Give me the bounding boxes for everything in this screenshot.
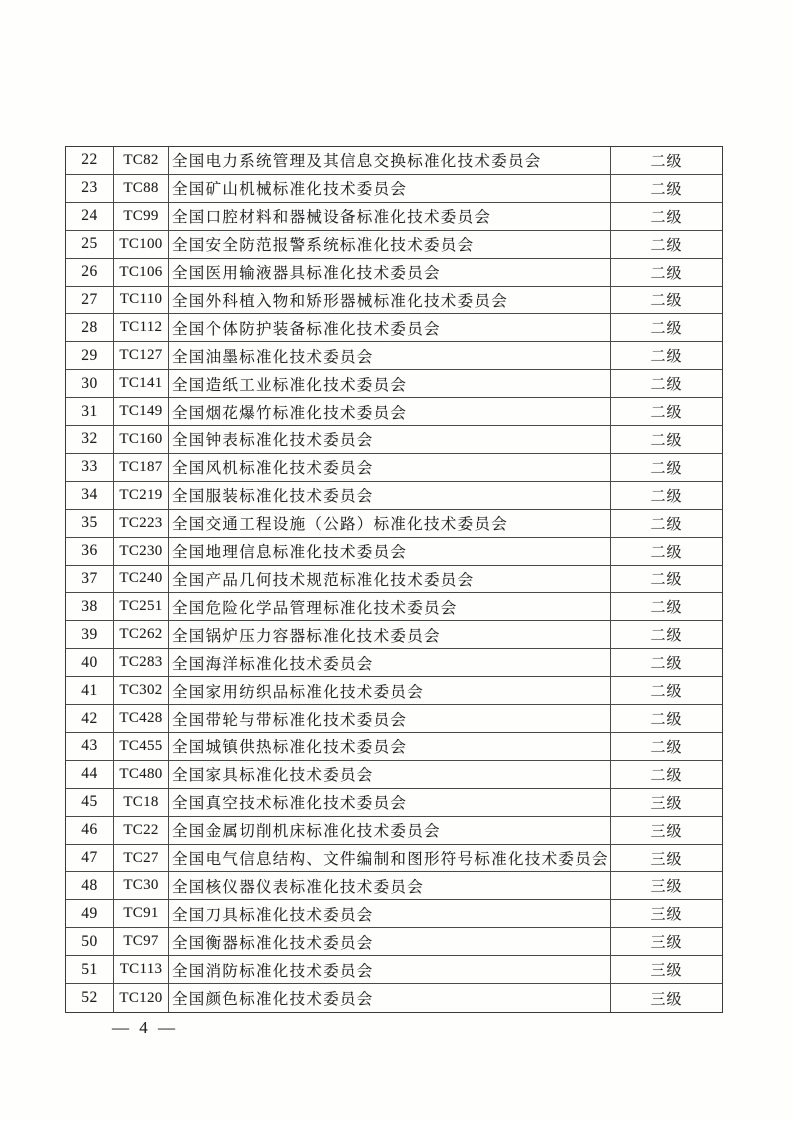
- tc-code-cell: TC106: [114, 259, 169, 287]
- level-cell: 二级: [611, 454, 722, 482]
- tc-code-cell: TC27: [114, 845, 169, 873]
- row-number-cell: 47: [66, 845, 114, 873]
- committee-name-cell: 全国烟花爆竹标准化技术委员会: [169, 398, 611, 426]
- row-number-cell: 32: [66, 426, 114, 454]
- committee-table: [65, 146, 723, 1013]
- level-cell: 二级: [611, 538, 722, 566]
- tc-code-cell: TC97: [114, 928, 169, 956]
- level-cell: 二级: [611, 593, 722, 621]
- row-number-cell: 40: [66, 649, 114, 677]
- row-number-cell: 31: [66, 398, 114, 426]
- row-number-cell: 23: [66, 175, 114, 203]
- level-cell: 二级: [611, 314, 722, 342]
- level-cell: 二级: [611, 566, 722, 594]
- tc-code-cell: TC230: [114, 538, 169, 566]
- level-cell: 二级: [611, 761, 722, 789]
- row-number-cell: 48: [66, 872, 114, 900]
- level-cell: 三级: [650, 991, 683, 1008]
- row-number-cell: 25: [66, 231, 114, 259]
- level-cell: 三级: [611, 817, 722, 845]
- tc-code-cell: TC88: [114, 175, 169, 203]
- committee-name-cell: 全国造纸工业标准化技术委员会: [169, 370, 611, 398]
- committee-name-cell: 全国矿山机械标准化技术委员会: [169, 175, 611, 203]
- row-number-cell: 22: [66, 147, 114, 175]
- committee-name-cell: 全国风机标准化技术委员会: [169, 454, 611, 482]
- level-cell: 二级: [611, 733, 722, 761]
- committee-name-cell: 全国服装标准化技术委员会: [169, 482, 611, 510]
- level-cell: 二级: [611, 621, 722, 649]
- row-number-cell: 33: [66, 454, 114, 482]
- row-number-cell: 44: [66, 761, 114, 789]
- row-number-cell: 35: [66, 510, 114, 538]
- row-number-cell: 37: [66, 566, 114, 594]
- tc-code-cell: TC262: [114, 621, 169, 649]
- row-number-cell: 43: [66, 733, 114, 761]
- level-cell: 二级: [611, 370, 722, 398]
- committee-name-cell: 全国安全防范报警系统标准化技术委员会: [169, 231, 611, 259]
- committee-name-cell: 全国家用纺织品标准化技术委员会: [169, 677, 611, 705]
- level-cell: 三级: [611, 789, 722, 817]
- tc-code-cell: TC283: [114, 649, 169, 677]
- committee-name-cell: 全国口腔材料和器械设备标准化技术委员会: [169, 203, 611, 231]
- row-number-cell: 26: [66, 259, 114, 287]
- tc-code-cell: TC110: [114, 287, 169, 315]
- level-cell: 二级: [611, 175, 722, 203]
- committee-name-cell: 全国产品几何技术规范标准化技术委员会: [169, 566, 611, 594]
- row-number-cell: 30: [66, 370, 114, 398]
- tc-code-cell: TC251: [114, 593, 169, 621]
- level-cell: 二级: [611, 231, 722, 259]
- committee-name-cell: 全国家具标准化技术委员会: [169, 761, 611, 789]
- page-number: — 4 —: [112, 1018, 178, 1037]
- tc-code-cell: TC82: [114, 147, 169, 175]
- row-number-cell: 38: [66, 593, 114, 621]
- row-number-cell: 39: [66, 621, 114, 649]
- committee-name-cell: 全国衡器标准化技术委员会: [169, 928, 611, 956]
- row-number-cell: 41: [66, 677, 114, 705]
- level-cell: 二级: [611, 426, 722, 454]
- committee-name-cell: 全国地理信息标准化技术委员会: [169, 538, 611, 566]
- level-cell: 三级: [611, 845, 722, 873]
- level-cell: 二级: [611, 203, 722, 231]
- level-cell: 二级: [611, 705, 722, 733]
- committee-name-cell: 全国油墨标准化技术委员会: [169, 342, 611, 370]
- level-cell: 二级: [611, 510, 722, 538]
- row-number-cell: 24: [66, 203, 114, 231]
- committee-name-cell: 全国钟表标准化技术委员会: [169, 426, 611, 454]
- tc-code-cell: TC30: [114, 872, 169, 900]
- row-number-cell: 34: [66, 482, 114, 510]
- committee-name-cell: 全国电气信息结构、文件编制和图形符号标准化技术委员会: [169, 845, 611, 873]
- committee-name-cell: 全国核仪器仪表标准化技术委员会: [169, 872, 611, 900]
- tc-code-cell: TC141: [114, 370, 169, 398]
- committee-name-cell: 全国医用输液器具标准化技术委员会: [169, 259, 611, 287]
- level-cell: 二级: [611, 259, 722, 287]
- level-cell: 三级: [611, 872, 722, 900]
- committee-name-cell: 全国真空技术标准化技术委员会: [169, 789, 611, 817]
- committee-name-cell: 全国颜色标准化技术委员会: [169, 984, 611, 1012]
- tc-code-cell: TC112: [114, 314, 169, 342]
- committee-name-cell: 全国海洋标准化技术委员会: [169, 649, 611, 677]
- row-number-cell: 29: [66, 342, 114, 370]
- level-cell: 二级: [611, 398, 722, 426]
- committee-name-cell: 全国个体防护装备标准化技术委员会: [169, 314, 611, 342]
- committee-name-cell: 全国城镇供热标准化技术委员会: [169, 733, 611, 761]
- committee-name-cell: 全国电力系统管理及其信息交换标准化技术委员会: [169, 147, 611, 175]
- committee-name-cell: 全国外科植入物和矫形器械标准化技术委员会: [169, 287, 611, 315]
- tc-code-cell: TC302: [114, 677, 169, 705]
- row-number-cell: 42: [66, 705, 114, 733]
- level-cell: 二级: [611, 482, 722, 510]
- tc-code-cell: TC99: [114, 203, 169, 231]
- tc-code-cell: TC480: [114, 761, 169, 789]
- row-number-cell: 51: [66, 956, 114, 984]
- row-number-cell: 28: [66, 314, 114, 342]
- tc-code-cell: TC219: [114, 482, 169, 510]
- row-number-cell: 50: [66, 928, 114, 956]
- committee-name-cell: 全国金属切削机床标准化技术委员会: [169, 817, 611, 845]
- row-number-cell: 52: [66, 984, 114, 1012]
- row-number-cell: 46: [66, 817, 114, 845]
- tc-code-cell: TC428: [114, 705, 169, 733]
- committee-name-cell: 全国交通工程设施（公路）标准化技术委员会: [169, 510, 611, 538]
- level-cell: 三级: [611, 928, 722, 956]
- tc-code-cell: TC91: [114, 900, 169, 928]
- tc-code-cell: TC22: [114, 817, 169, 845]
- tc-code-cell: TC240: [114, 566, 169, 594]
- tc-code-cell: TC187: [114, 454, 169, 482]
- tc-code-cell: TC223: [114, 510, 169, 538]
- tc-code-cell: TC113: [114, 956, 169, 984]
- committee-name-cell: 全国消防标准化技术委员会: [169, 956, 611, 984]
- tc-code-cell: TC100: [114, 231, 169, 259]
- tc-code-cell: TC120: [114, 984, 169, 1012]
- tc-code-cell: TC160: [114, 426, 169, 454]
- level-cell: 二级: [611, 649, 722, 677]
- tc-code-cell: TC149: [114, 398, 169, 426]
- row-number-cell: 49: [66, 900, 114, 928]
- level-cell: 二级: [611, 677, 722, 705]
- committee-name-cell: 全国锅炉压力容器标准化技术委员会: [169, 621, 611, 649]
- committee-name-cell: 全国危险化学品管理标准化技术委员会: [169, 593, 611, 621]
- tc-code-cell: TC455: [114, 733, 169, 761]
- tc-code-cell: TC127: [114, 342, 169, 370]
- level-cell: 二级: [611, 147, 722, 175]
- tc-code-cell: TC18: [114, 789, 169, 817]
- level-cell: 三级: [611, 956, 722, 984]
- row-number-cell: 45: [66, 789, 114, 817]
- committee-name-cell: 全国带轮与带标准化技术委员会: [169, 705, 611, 733]
- row-number-cell: 36: [66, 538, 114, 566]
- row-number-cell: 27: [66, 287, 114, 315]
- level-cell: 二级: [611, 342, 722, 370]
- level-cell: 三级: [611, 900, 722, 928]
- committee-name-cell: 全国刀具标准化技术委员会: [169, 900, 611, 928]
- level-cell: 二级: [611, 287, 722, 315]
